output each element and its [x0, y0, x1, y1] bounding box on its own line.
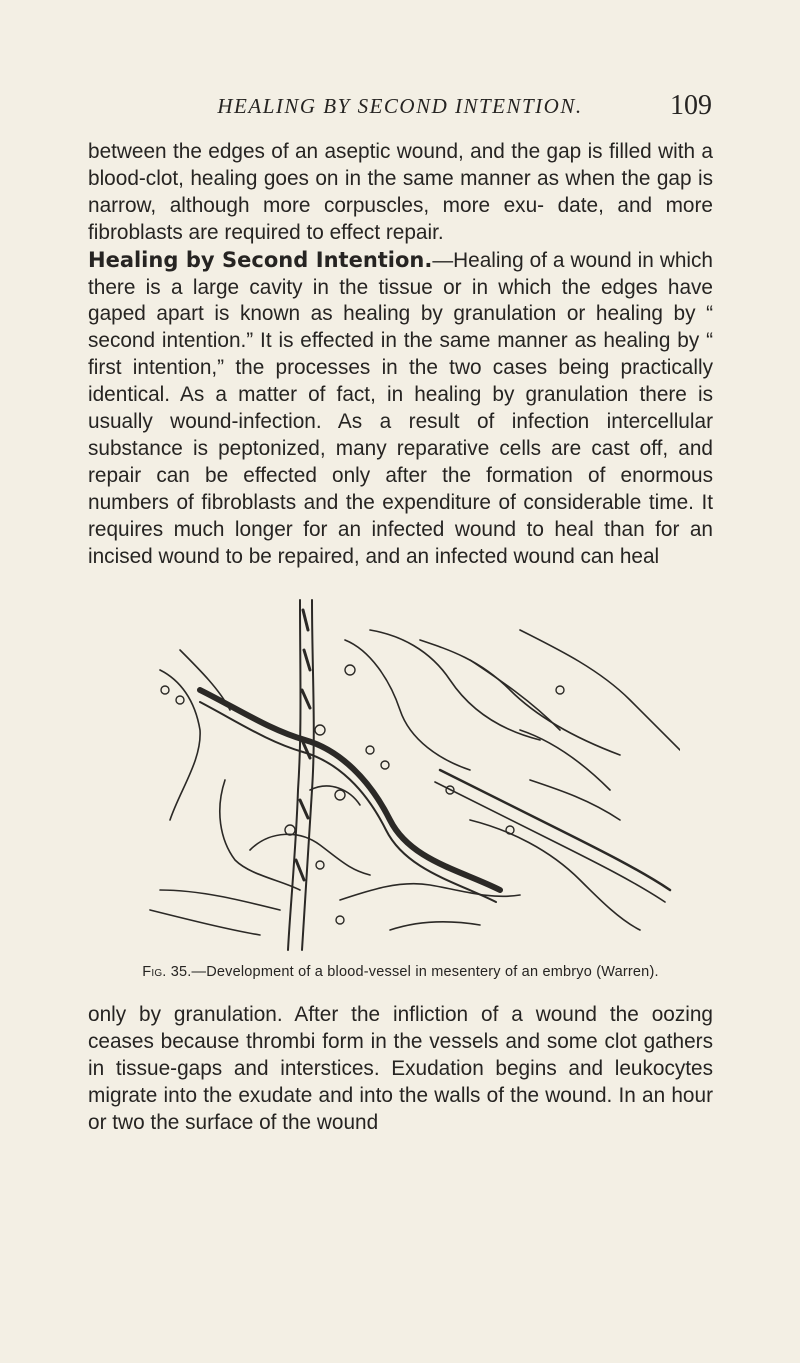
- paragraph-continuation: between the edges of an aseptic wound, and the gap is filled with a blood-clot, healing goes on in the same manner as when the gap is narrow, although more corpuscles, more exu- date, and more fibroblasts are required to effect repair.: [88, 140, 713, 244]
- blood-vessel-drawing: [140, 590, 680, 960]
- figure-blood-vessel-illustration: [140, 590, 680, 960]
- page-number: 109: [670, 90, 712, 121]
- body-text-bottom: [88, 1002, 713, 1137]
- paragraph-body: —Healing of a wound in which there is a large cavity in the tissue or in which the edges have gaped apart is known as healing by granulation or healing by “ second intention.” It is effected in the same manner as healing by “ first intention,” the processes in the two cases being practically identical. As a matter of fact, in healing by granulation there is usually wound-infection. As a result of infection intercellular substance is peptonized, many reparative cells are cast off, and repair can be effected only after the formation of enormous numbers of fibroblasts and the expenditure of considerable time. It requires much longer for an infected wound to heal than for an incised wound to be repaired, and an infected wound can heal: [88, 248, 713, 568]
- paragraph-second-intention: [88, 247, 713, 571]
- section-heading: Healing by Second Intention.: [88, 247, 433, 272]
- figure-label: Fig. 35.: [142, 964, 192, 980]
- figure-caption: [88, 964, 713, 980]
- running-head: [88, 90, 712, 130]
- figure-caption-text: —Development of a blood-vessel in mesentery of an embryo (Warren).: [191, 964, 659, 980]
- running-title: HEALING BY SECOND INTENTION.: [217, 94, 583, 118]
- body-text-top: [88, 139, 713, 571]
- paragraph-granulation: only by granulation. After the infliction of a wound the oozing ceases because thrombi form in the vessels and some clot gathers in tissue-gaps and interstices. Exudation begins and leukocytes migrate into the exudate and into the walls of the wound. In an hour or two the surface of the wound: [88, 1003, 713, 1134]
